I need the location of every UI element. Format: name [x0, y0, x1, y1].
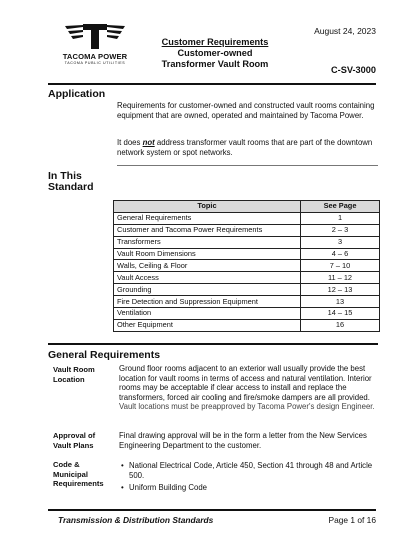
- approval-of-vault-plans-text: Final drawing approval will be in the form a letter from the New Services Engineering Department to the customer.: [119, 431, 367, 450]
- codes-list-container: [119, 461, 378, 496]
- table-row: [114, 212, 380, 224]
- page-cell: 1: [301, 212, 380, 224]
- topic-cell: Vault Access: [114, 272, 301, 284]
- table-row: [114, 308, 380, 320]
- application-heading: Application: [48, 88, 106, 100]
- table-row: [114, 248, 380, 260]
- topic-cell: Other Equipment: [114, 319, 301, 331]
- tacoma-power-logo: [55, 22, 135, 65]
- page-cell: 7 – 10: [301, 260, 380, 272]
- logo-tagline: TACOMA PUBLIC UTILITIES: [64, 61, 126, 65]
- code-municipal-requirements-label: [53, 460, 109, 489]
- in-this-standard-heading: [48, 171, 94, 193]
- application-paragraph-2: [117, 138, 378, 157]
- title-line-1: Customer Requirements: [161, 37, 269, 47]
- topic-cell: Ventilation: [114, 308, 301, 320]
- topic-cell: Vault Room Dimensions: [114, 248, 301, 260]
- document-date: August 24, 2023: [314, 26, 376, 36]
- list-item: • National Electrical Code, Article 450, Section 41 through 48 and Article 500.: [119, 461, 378, 480]
- page-cell: 4 – 6: [301, 248, 380, 260]
- vault-room-location-label-line-2: Location: [53, 374, 85, 384]
- footer-standard-name: Transmission & Distribution Standards: [58, 515, 214, 525]
- codes-label-line-3: Requirements: [53, 479, 104, 489]
- topic-cell: Customer and Tacoma Power Requirements: [114, 224, 301, 236]
- vault-room-location-note: Vault locations must be preapproved by Tacoma Power's design Engineer.: [119, 402, 375, 412]
- page-cell: 12 – 13: [301, 284, 380, 296]
- page-cell: 11 – 12: [301, 272, 380, 284]
- vault-room-location-label-line-1: Vault Room: [53, 365, 95, 374]
- vault-room-location-label: [53, 365, 109, 384]
- page-cell: 3: [301, 236, 380, 248]
- page-cell: 13: [301, 296, 380, 308]
- codes-list: [119, 461, 378, 493]
- footer-divider: [48, 509, 376, 511]
- page-cell: 16: [301, 319, 380, 331]
- table-row: [114, 284, 380, 296]
- page-cell: 2 – 3: [301, 224, 380, 236]
- codes-label-line-1: Code &: [53, 460, 80, 469]
- topic-column-header: Topic: [114, 201, 301, 213]
- table-row: [114, 272, 380, 284]
- header-divider: [48, 83, 376, 85]
- document-id: C-SV-3000: [331, 65, 376, 75]
- tacoma-power-logo-icon: [63, 22, 127, 50]
- topic-cell: Walls, Ceiling & Floor: [114, 260, 301, 272]
- approval-label-line-1: Approval of: [53, 431, 96, 440]
- page-column-header: See Page: [301, 201, 380, 213]
- application-para2-start: It does: [117, 138, 143, 147]
- page-cell: 14 – 15: [301, 308, 380, 320]
- approval-of-vault-plans-label: [53, 431, 109, 450]
- application-para2-end: address transformer vault rooms that are part of the downtown network system or spot networks.: [117, 138, 373, 157]
- vault-room-location-body: Ground floor rooms adjacent to an exterior wall usually provide the best location for vault rooms in terms of access and natural ventilation. Interior rooms may be acceptable if clear access to install and replace the transformers, forced air cooling and fire/smoke dampers are all provided.: [119, 364, 372, 402]
- in-this-standard-heading-line-2: Standard: [48, 181, 94, 193]
- vault-room-location-text: [119, 364, 378, 412]
- topics-table-header: [114, 201, 380, 213]
- table-row: [114, 236, 380, 248]
- title-line-3: Transformer Vault Room: [161, 59, 269, 69]
- general-requirements-heading: General Requirements: [48, 349, 161, 361]
- topic-cell: Grounding: [114, 284, 301, 296]
- logo-name: TACOMA POWER: [62, 52, 128, 61]
- footer-page-number: Page 1 of 16: [328, 515, 376, 525]
- topic-cell: General Requirements: [114, 212, 301, 224]
- codes-label-line-2: Municipal: [53, 469, 89, 479]
- topics-table: [113, 200, 380, 332]
- application-paragraph-1: Requirements for customer-owned and constructed vault rooms containing equipment that are owned, operated and maintained by Tacoma Power.: [117, 101, 375, 120]
- table-row: [114, 260, 380, 272]
- table-row: [114, 224, 380, 236]
- in-this-standard-heading-line-1: In This: [48, 170, 82, 182]
- list-item: • Uniform Building Code: [119, 483, 378, 493]
- application-divider: [117, 165, 378, 166]
- section-divider: [48, 343, 378, 345]
- application-para2-emphasis: not: [142, 138, 155, 147]
- table-row: [114, 319, 380, 331]
- table-row: [114, 296, 380, 308]
- topic-cell: Fire Detection and Suppression Equipment: [114, 296, 301, 308]
- document-title: [140, 37, 290, 70]
- approval-label-line-2: Vault Plans: [53, 440, 94, 450]
- topic-cell: Transformers: [114, 236, 301, 248]
- title-line-2: Customer-owned: [177, 48, 253, 58]
